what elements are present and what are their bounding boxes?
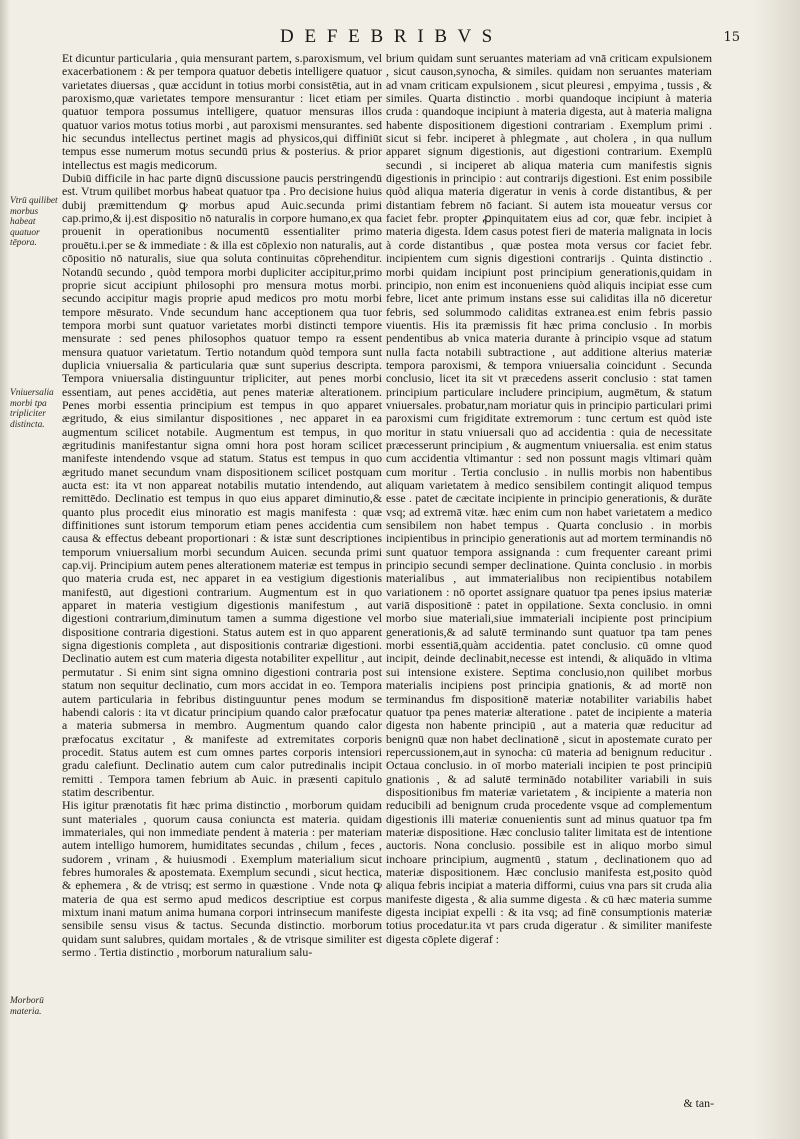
page-header xyxy=(80,26,740,52)
margin-note: Vtrū quilibet morbus habeat quatuor tēpora. xyxy=(10,196,58,248)
page-edge-shadow xyxy=(754,0,800,1139)
catchword: & tan- xyxy=(683,1096,714,1110)
margin-note: Vniuersalia morbi tpa tripliciter distincta. xyxy=(10,388,54,430)
gutter-shadow xyxy=(0,0,10,1139)
margin-note: Morborū materia. xyxy=(10,996,44,1017)
running-title: D E F E B R I B V S xyxy=(280,26,496,47)
paragraph: His igitur prænotatis fit hæc prima distinctio , morborum quidam sunt materiales , quorum causa coniuncta est materia. quidam immateriales, qui non immediate pendent à materia : per materiam autem intelligo humorem, humiditates secundas , chilum , feces , sudorem , vrinam , & huiusmodi . Exemplum materialium sicut febres humorales & apostemata. Exemplum secundi , sicut hectica, & ephemera , & de vtrisq; est sermo in quæstione . Vnde nota ꝙ materia de qua est sermo apud medicos descriptiue est corpus mixtum inani matum anima humana corpori intrinsecum manifeste sensibile sensu visus & tactus. Secunda distinctio. morborum quidam sunt salubres, quidam mortales , & de vtrisque similiter est sermo . Tertia distinctio , morborum naturalium salu- xyxy=(62,798,382,960)
folio-number: 15 xyxy=(723,30,740,45)
paragraph: brium quidam sunt seruantes materiam ad vnā criticam expulsionem , sicut causon,synocha, & similes. quidam non seruantes materiam ad vnam criticam expulsionem , sicut pleuresi , empyima , tussis , & similes. Quarta distinctio . morbi quandoque incipiunt à materia cruda : quandoque incipiunt à materia digesta, aut à materia maligna habente dispositionem digestioni contrariam . Exemplum primi . sicut si febr. inciperet à phlegmate , aut cholera , in qua nullum apparet signum digestionis, aut digestioni contrarium. Exemplū secundi , si inciperet ab aliqua materia cum manifestis signis digestionis in principio : aut contrarijs digestioni. Est enim possibile quòd aliqua materia digeratur in venis à corde distantibus, & per distantiam febrem nō faciant. Si autem ista moueatur versus cor faciet febr. propter ꝓpinquitatem eius ad cor, quæ febr. incipiet à materia digesta. Idem casus potest fieri de materia malignata in locis à corde distantibus , quæ postea mota versus cor faciet febr. incipientem cum signis digestioni contrarijs . Quinta distinctio . morbi quidam incipiunt post principium generationis,quidam in principio, non enim est inconueniens quòd aliquis incipiat esse cum febre, licet ante primum instans esse sui caliditas illa nō diceretur febris, sed solummodo caliditas extranea.est enim febris passio viuentis. His ita præmissis fit hæc prima conclusio . In morbis pendentibus ab vnica materia durante à principio vsque ad statum nulla facta notabili subtractione , aut additione alterius materiæ tempora paroxismi, & tempora vniuersalia coincidunt . Secunda conclusio, licet ita sit vt præcedens asserit conclusio : stat tamen principium particulare includere principium, augmētum, & statum vniuersales. probatur,nam moriatur quis in principio particulari primi paroxismi cum frigiditate extremorum : tunc certum est quòd iste moritur in statu vniuersali quo ad accidentia : quia de necessitate præcesserunt principium , & augmentum vniuersalia. est enim status cum accidentia vltimantur : sed non possunt magis vltimari quàm cum moritur . Tertia conclusio . in nullis morbis non habentibus aliquam varietatem à medico sensibilem contingit aliquod tempus esse . patet de cæcitate incipiente in principio generationis, & durāte vsq; ad extremā vitæ. hæc enim cum non habet varietatem a medico sensibilem non habet tempus . Quarta conclusio . in morbis incipientibus in principio generationis aut ad mortem terminandis nō sunt quatuor tempora assignanda : cum frequenter careant primi principio secundi semper declinatione. Quinta conclusio . in morbis materialibus , aut immaterialibus non recipientibus notabilem variationem : nō oportet assignare quatuor tpa penes ipsius materiæ variā dispositionē : patet in oppilatione. Sexta conclusio. in omni morbo siue materiali,siue immateriali incipiente post principium generationis,& ad salutē terminando sunt quatuor tpa tam penes morbi essentiā,quàm accidentia. patet conclusio. cū omne quod incipit, deinde declinabit,necesse est intendi, & aliquādo in vltima sui intensione existere. Septima conclusio,non quilibet morbus materialis incipiens post principia gnationis, & ad mortē non terminandus fm dispositionē materiæ notabiliter variabilis habet quatuor tpa penes materiæ alteratione . patet de incipiente a materia digesta non habente principiū , aut a materia quæ reducitur ad benignū quæ non habet declinationē , sicut in apostemate curato per repercussionem,aut in synocha: cū materia ad benignum reducitur . Octaua conclusio. in oī morbo materiali incipien te post principiū gnationis , & ad salutē terminādo notabiliter variabili in suis dispositionibus fm materiæ varietatem , & incipiente a materia non reducibili ad benignum cruda procedente vsque ad complementum digestionis illi materiæ conuenientis sunt ad minus quatuor tpa fm materiæ dispositione. Hæc conclusio taliter limitata est de intentione auctoris. Nona conclusio. possibile est in aliquo morbo simul inchoare principium, augmentū , statum , declinationem quo ad materiæ dispositionem. Hæc conclusio manifesta est,posito quòd aliqua febris incipiat a materia difformi, cuius vna pars sit cruda alia manifeste digesta , & alia summe digesta . & cū hæc materia summe digesta incipiat expelli : & ita vsq; ad finē consumptionis materiæ totius procedatur.ita vt pars cruda digeratur . & similiter manifeste digesta cōplete digeraf : xyxy=(386,51,712,946)
right-column xyxy=(386,52,712,946)
paragraph: Dubiū difficile in hac parte dignū discussione paucis perstringendū est. Vtrum quilibet morbus habeat quatuor tpa . Pro decisione huius dubij præmittendum ꝙ morbus apud Auic.secunda primi cap.primo,& ij.est dispositio nō naturalis in corpore humano,ex qua prouenit in operationibus nocumentū essentialiter primo prouētu.i.per se & immediate : & illa est cōplexio non naturalis, aut cōpositio nō naturalis, siue qua soluta continuitas cōprehenditur. Notandū secundo , quòd tempora morbi dupliciter accipitur,primo proprie sicut accipiunt philosophi pro mensura motus morbi. secundo accipitur magis proprie apud medicos pro motu morbi tempore mēsurato. Vnde secundum hanc acceptionem qua tuor tempora morbi sunt quatuor varietates morbi distincti tempore mensurate : sed penes philosophos quatuor tempo ra essent mensura quatuor varietatum. Tertio notandum quòd tempora sunt duplicia vniuersalia & particularia quæ sunt superius descripta. Tempora vniuersalia distinguuntur tripliciter, aut penes morbi essentiam, aut penes accidētia, aut penes materiæ alterationem. Penes morbi essentia principium est tempus in quo apparet ægritudo, & eius similantur dispositiones , nec apparet in ea augmentum scilicet notabile. Augmentum est tempus, in quo ægritudinis manifestantur signa omni hora post horam scilicet manifeste intendendo vsque ad statum. Status est tempus in quo ægritudo manet secundum vnam dispositionem scilicet postquam aucta est: ita vt non appareat notabilis mutatio intendendo, aut remittēdo. Declinatio est tempus in quo eius apparet diminutio,& quanto plus procedit eius minoratio est magis manifesta : quæ diffinitiones sunt istorum temporum etiam penes accidentia cum causa & effectus debeant proportionari : & istæ sunt descriptiones temporum vniuersalium morbi secundum Auicen. secunda primi cap.vij. Principium autem penes alterationem materiæ est tempus in quo materia cruda est, nec apparet in ea vestigium digestionis manifestū, aut digestioni contrarium. Augmentum est in quo apparet in materia vestigium digestionis manifestum , aut digestioni contrarium,diminutum tamen a summa digestione vel dispositione contraria digestioni. Status autem est in quo apparent signa digestionis completa , aut dispositionis contrariæ digestioni. Declinatio autem est cum materia digesta notabiliter expellitur , aut permutatur . Si enim sint signa omnino digestioni contraria post statum non sequitur declinatio, cum mors accidat in eo. Tempora autem particularia in febribus distinguuntur penes modum se habendi caloris : ita vt dicatur principium quando calor præfocatur a materia submersa in membro. Augmentum quando calor præfocatus excitatur , & manifeste ad extremitates corporis procedit. Status autem est cum omnes partes corporis intensiori gradu calefiunt. Declinatio autem cum calor putredinalis incipit remitti . Tempora tamen febrium ab Auic. in præsenti capitulo statim describentur. xyxy=(62,171,382,799)
left-column xyxy=(62,52,382,959)
paragraph: Et dicuntur particularia , quia mensurant partem, s.paroxismum, vel exacerbationem : & per tempora quatuor debetis intelligere quatuor varietates diuersas , quæ accidunt in totius morbi consistētia, aut in paroxismo,quæ varietates tempore mensurantur : licet etiam per quatuor tempora possumus intelligere, quatuor mensuras illos quatuor varios motus totius morbi , aut paroxismi mensurantes. sed hic secundus intellectus pertinet magis ad physicos,qui diffiniūt tempus esse numerum motus secundū prius & posterius. & prior intellectus est magis medicorum. xyxy=(62,51,382,172)
